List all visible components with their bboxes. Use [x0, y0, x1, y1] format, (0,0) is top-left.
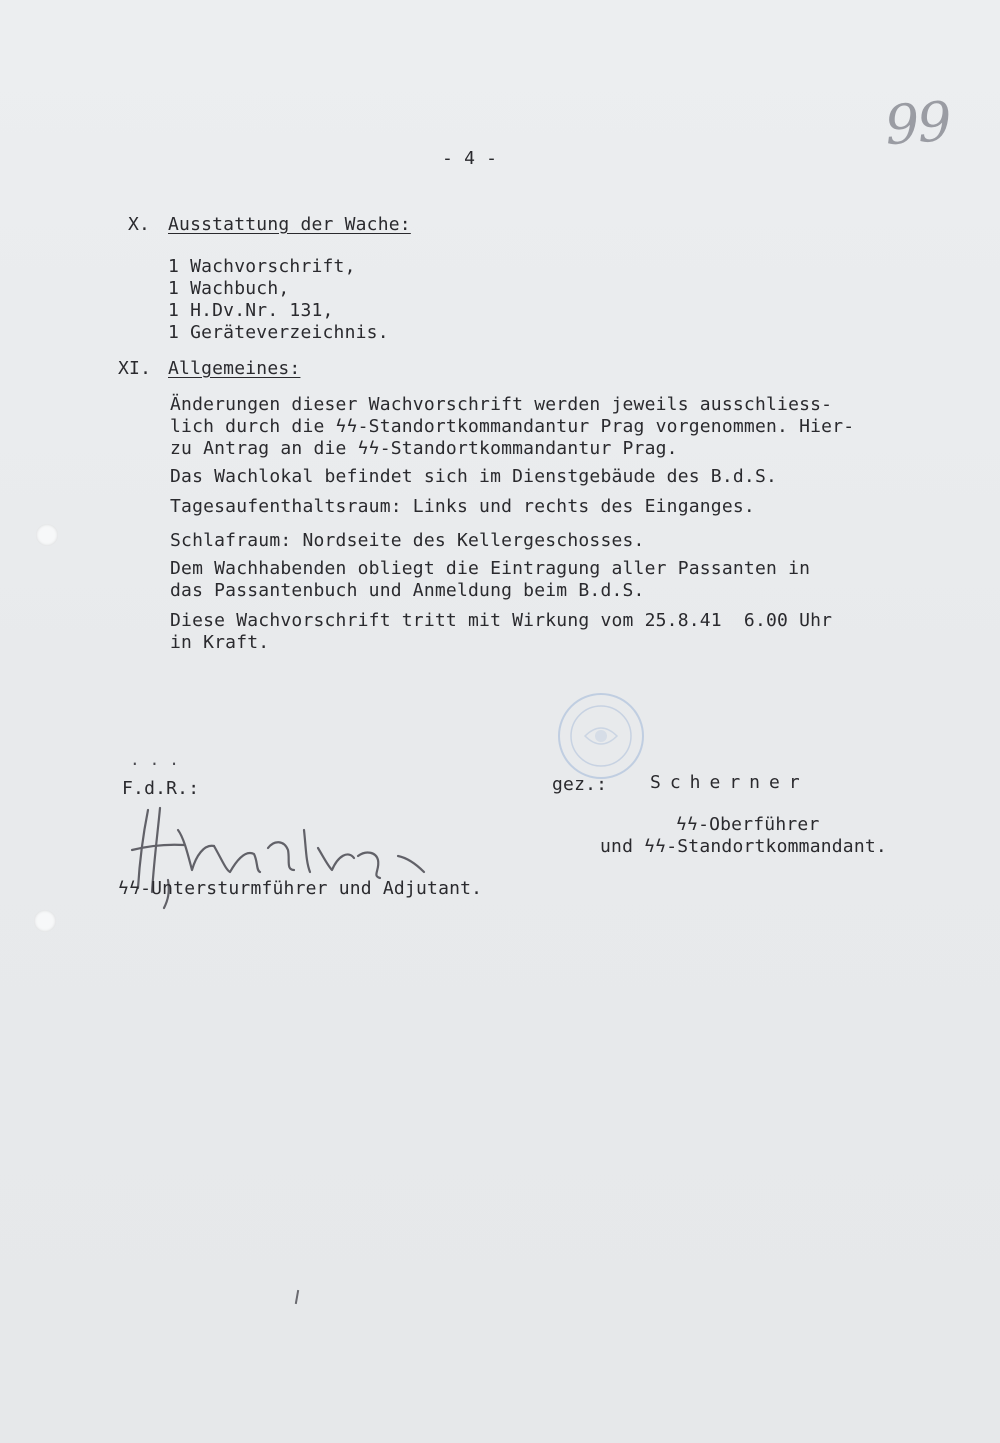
gez-label: gez.:: [552, 774, 608, 795]
signatory-name: Scherner: [650, 772, 809, 793]
official-stamp: [555, 690, 647, 782]
equipment-item: 1 Wachbuch,: [168, 278, 290, 299]
paragraph-line: Änderungen dieser Wachvorschrift werden jeweils ausschliess-: [170, 394, 833, 415]
punch-hole-bottom: [34, 910, 56, 932]
paragraph-line: Das Wachlokal befindet sich im Dienstgebäude des B.d.S.: [170, 466, 778, 487]
paragraph-line: Diese Wachvorschrift tritt mit Wirkung vom 25.8.41 6.00 Uhr: [170, 610, 833, 631]
left-signatory-title: ϟϟ-Untersturmführer und Adjutant.: [118, 878, 483, 899]
paragraph-line: das Passantenbuch und Anmeldung beim B.d.S.: [170, 580, 645, 601]
section-x-heading: Ausstattung der Wache:: [168, 214, 411, 235]
paragraph-line: Dem Wachhabenden obliegt die Eintragung aller Passanten in: [170, 558, 811, 579]
right-signatory-title: und ϟϟ-Standortkommandant.: [600, 836, 887, 857]
page-number: - 4 -: [442, 148, 498, 169]
equipment-item: 1 Geräteverzeichnis.: [168, 322, 389, 343]
stray-dots: ...: [130, 750, 189, 769]
section-xi-numeral: XI.: [118, 358, 152, 379]
punch-hole-top: [36, 524, 58, 546]
equipment-item: 1 Wachvorschrift,: [168, 256, 356, 277]
paragraph-line: in Kraft.: [170, 632, 270, 653]
paragraph-line: lich durch die ϟϟ-Standortkommandantur Prag vorgenommen. Hier-: [170, 416, 855, 437]
stray-mark: [295, 1290, 299, 1304]
section-x-numeral: X.: [128, 214, 151, 235]
paragraph-line: zu Antrag an die ϟϟ-Standortkommandantur Prag.: [170, 438, 678, 459]
fdr-label: F.d.R.:: [122, 778, 200, 799]
paragraph-line: Tagesaufenthaltsraum: Links und rechts des Einganges.: [170, 496, 755, 517]
paragraph-line: Schlafraum: Nordseite des Kellergeschosses.: [170, 530, 645, 551]
section-xi-heading: Allgemeines:: [168, 358, 301, 379]
folio-number: 99: [882, 89, 952, 158]
right-signatory-rank: ϟϟ-Oberführer: [676, 814, 820, 835]
equipment-item: 1 H.Dv.Nr. 131,: [168, 300, 334, 321]
